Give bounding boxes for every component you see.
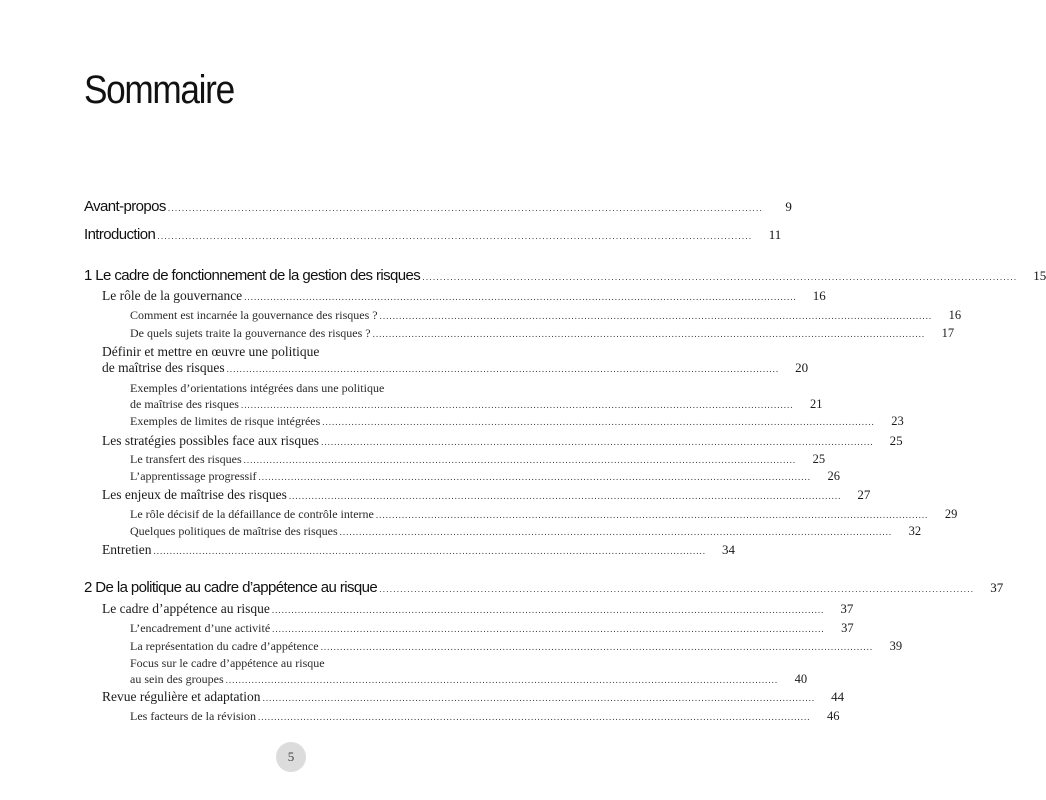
toc-leader: ..........................................................................................................................................................................	[379, 311, 933, 321]
toc-page-number: 17	[941, 326, 955, 340]
toc-section-cadre-appetence[interactable]	[102, 601, 854, 617]
toc-entry-text: de maîtrise des risques	[102, 360, 225, 375]
toc-leader: ..........................................................................................................................................................................	[322, 417, 875, 427]
toc-entry-text: Le transfert des risques	[130, 452, 242, 466]
toc-entry-text: Exemples de limites de risque intégrées	[130, 414, 321, 428]
toc-page-number: 32	[908, 524, 922, 538]
toc-entry-text: L’encadrement d’une activité	[130, 621, 271, 635]
toc-leader: ..........................................................................................................................................................................	[271, 605, 825, 615]
toc-leader: ..........................................................................................................................................................................	[243, 455, 797, 465]
toc-page-number: 39	[889, 639, 903, 653]
toc-entry-text: au sein des groupes	[130, 672, 224, 686]
page-title: Sommaire	[84, 68, 234, 112]
toc-entry-text: Le rôle de la gouvernance	[102, 288, 243, 303]
toc-leader: ..........................................................................................................................................................................	[372, 329, 926, 339]
toc-subsection[interactable]	[130, 452, 826, 467]
toc-subsection[interactable]	[130, 469, 841, 484]
toc-leader: ..........................................................................................................................................................................	[262, 693, 816, 703]
toc-leader: ..........................................................................................................................................................................	[153, 546, 706, 556]
toc-subsection[interactable]	[130, 621, 854, 636]
toc-entry-text: Comment est incarnée la gouvernance des risques ?	[130, 308, 378, 322]
toc-leader: ..........................................................................................................................................................................	[258, 472, 812, 482]
toc-entry-text: Entretien	[102, 542, 152, 557]
toc-section-enjeux[interactable]	[102, 487, 871, 503]
toc-page-number: 46	[826, 709, 840, 723]
toc-page-number: 37	[990, 580, 1004, 595]
toc-entry-text: 1 Le cadre de fonctionnement de la gestion des risques	[84, 267, 421, 284]
toc-leader: ..........................................................................................................................................................................	[157, 231, 753, 241]
toc-page-number: 11	[768, 227, 782, 242]
toc-entry-text: Introduction	[84, 226, 156, 243]
toc-leader: ..........................................................................................................................................................................	[225, 675, 779, 685]
toc-page-number: 16	[948, 308, 962, 322]
toc-entry-text: Avant-propos	[84, 198, 166, 215]
toc-entry-avant-propos[interactable]	[84, 198, 792, 215]
toc-leader: ..........................................................................................................................................................................	[240, 400, 794, 410]
toc-leader: ..........................................................................................................................................................................	[272, 624, 825, 634]
toc-page-number: 27	[857, 487, 871, 502]
toc-entry-text: Revue régulière et adaptation	[102, 689, 261, 704]
toc-subsection[interactable]	[130, 397, 823, 412]
toc-entry-text: La représentation du cadre d’appétence	[130, 639, 319, 653]
toc-entry-text: de maîtrise des risques	[130, 397, 239, 411]
toc-entry-text: Le cadre d’appétence au risque	[102, 601, 270, 616]
toc-subsection[interactable]	[130, 672, 808, 687]
toc-page-number: 44	[831, 689, 845, 704]
toc-page-number: 23	[891, 414, 904, 428]
toc-section-entretien[interactable]	[102, 542, 735, 558]
toc-chapter-2[interactable]	[84, 579, 1004, 596]
toc-subsection[interactable]	[130, 524, 922, 539]
toc-subsection[interactable]	[130, 308, 962, 323]
toc-subsection-line1[interactable]: Exemples d’orientations intégrées dans une politique	[130, 381, 385, 395]
toc-entry-text: Le rôle décisif de la défaillance de contrôle interne	[130, 507, 374, 521]
toc-leader: ..........................................................................................................................................................................	[375, 510, 929, 520]
toc-subsection-line1[interactable]: Focus sur le cadre d’appétence au risque	[130, 656, 325, 670]
toc-entry-text: Les facteurs de la révision	[130, 709, 256, 723]
toc-page-number: 37	[840, 601, 854, 616]
toc-subsection[interactable]	[130, 639, 903, 654]
toc-page-number: 20	[795, 360, 809, 375]
toc-section-role-gouvernance[interactable]	[102, 288, 826, 304]
toc-page-number: 15	[1033, 268, 1046, 283]
toc-subsection[interactable]	[130, 507, 958, 522]
toc-section-revue[interactable]	[102, 689, 845, 705]
toc-leader: ..........................................................................................................................................................................	[257, 712, 811, 722]
toc-page-number: 21	[809, 397, 823, 411]
toc-section-line1[interactable]: Définir et mettre en œuvre une politique	[102, 344, 320, 359]
toc-section-strategies[interactable]	[102, 433, 903, 449]
toc-chapter-1[interactable]	[84, 267, 1046, 284]
toc-entry-text: Quelques politiques de maîtrise des risques	[130, 524, 338, 538]
toc-page-number: 40	[794, 672, 808, 686]
toc-page-number: 9	[785, 199, 792, 214]
page-number-badge: 5	[276, 742, 306, 772]
toc-page-number: 25	[812, 452, 826, 466]
toc-page-number: 29	[944, 507, 958, 521]
toc-leader: ..........................................................................................................................................................................	[167, 203, 763, 213]
toc-entry-text: L’apprentissage progressif	[130, 469, 257, 483]
toc-entry-text: 2 De la politique au cadre d’appétence au risque	[84, 579, 378, 596]
toc-leader: ..........................................................................................................................................................................	[244, 292, 797, 302]
toc-page-number: 16	[812, 288, 826, 303]
toc-section-politique[interactable]	[102, 360, 809, 376]
toc-entry-text: Les stratégies possibles face aux risques	[102, 433, 320, 448]
toc-subsection[interactable]	[130, 709, 840, 724]
toc-leader: ..........................................................................................................................................................................	[339, 527, 893, 537]
toc-page-number: 25	[889, 433, 903, 448]
toc-entry-introduction[interactable]	[84, 226, 782, 243]
toc-leader: ..........................................................................................................................................................................	[379, 584, 975, 594]
toc-subsection[interactable]	[130, 326, 955, 341]
toc-page-number: 37	[841, 621, 854, 635]
toc-leader: ..........................................................................................................................................................................	[226, 364, 780, 374]
toc-entry-text: De quels sujets traite la gouvernance des risques ?	[130, 326, 371, 340]
toc-leader: ..........................................................................................................................................................................	[288, 491, 842, 501]
toc-leader: ..........................................................................................................................................................................	[422, 272, 1018, 282]
toc-leader: ..........................................................................................................................................................................	[321, 437, 874, 447]
toc-page-number: 34	[721, 542, 735, 557]
toc-subsection[interactable]	[130, 414, 904, 429]
toc-leader: ..........................................................................................................................................................................	[320, 642, 874, 652]
toc-page-number: 26	[827, 469, 841, 483]
toc-entry-text: Les enjeux de maîtrise des risques	[102, 487, 287, 502]
